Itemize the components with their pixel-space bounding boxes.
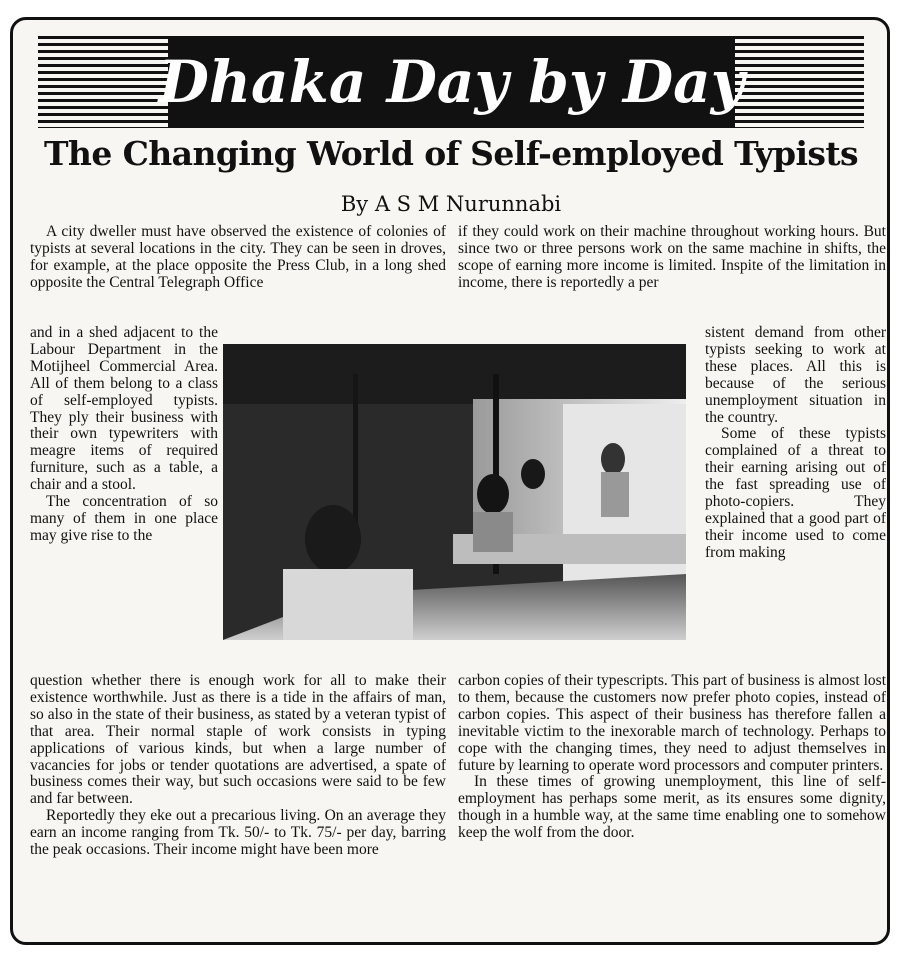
section-title: Dhaka Day by Day <box>158 48 745 116</box>
right-column-narrow <box>705 325 886 562</box>
section-banner <box>38 36 864 128</box>
right-column-bottom <box>458 673 886 842</box>
paragraph: and in a shed adjacent to the Labour Department in the Motijheel Commercial Area. All of them belong to a class of self-employed typists. They ply their business with their own typewriters with meagre items of required furniture, such as a table, a chair and a stool. <box>30 324 218 494</box>
paragraph: sistent demand from other typists seeking to work at these places. All this is because of the serious unemployment situation in the country. <box>705 324 886 426</box>
paragraph: Some of these typists complained of a threat to their earning arising out of the fast spreading use of photo-copiers. They explained that a good part of their income used to come from making <box>705 425 886 561</box>
paragraph: question whether there is enough work for all to make their existence worthwhile. Just as there is a tide in the affairs of man, so also in the state of their business, as stated by a veteran typist of that area. Their normal staple of work consists in typing applications of various kinds, but when a large number of vacancies for jobs or tender quotations are advertised, a spate of business comes their way, but such occasions were said to be few and far between. <box>30 672 446 808</box>
left-column-bottom <box>30 673 446 859</box>
right-column-top <box>458 224 886 292</box>
paragraph: carbon copies of their typescripts. This part of business is almost lost to them, because the customers now prefer photo copies, instead of carbon copies. This aspect of their business has therefore fallen a inevitable victim to the inexorable march of technology. Perhaps to cope with the changing times, they need to adjust themselves in future by learning to operate word processors and computer printers. <box>458 672 886 774</box>
paragraph: if they could work on their machine throughout working hours. But since two or three persons work on the same machine in shifts, the scope of earning more income is limited. Inspite of the limitation in income, there is reportedly a per <box>458 223 886 291</box>
article-headline: The Changing World of Self-employed Typists <box>43 134 859 173</box>
left-column-top <box>30 224 446 292</box>
paragraph: A city dweller must have observed the existence of colonies of typists at several locations in the city. They can be seen in droves, for example, at the place opposite the Press Club, in a long shed opposite the Central Telegraph Office <box>30 223 446 291</box>
banner-title-box <box>158 36 745 128</box>
paragraph: Reportedly they eke out a precarious living. On an average they earn an income ranging from Tk. 50/- to Tk. 75/- per day, barring the peak occasions. Their income might have been more <box>30 807 446 859</box>
paragraph: The concentration of so many of them in one place may give rise to the <box>30 493 218 544</box>
photo-image <box>223 344 686 640</box>
typists-photo <box>223 344 686 640</box>
paragraph: In these times of growing unemployment, this line of self-employment has perhaps some merit, as its ensures some dignity, though in a humble way, at the same time enabling one to somehow keep the wolf from the door. <box>458 773 886 842</box>
article-byline: By A S M Nurunnabi <box>340 192 562 216</box>
left-column-narrow <box>30 325 218 545</box>
